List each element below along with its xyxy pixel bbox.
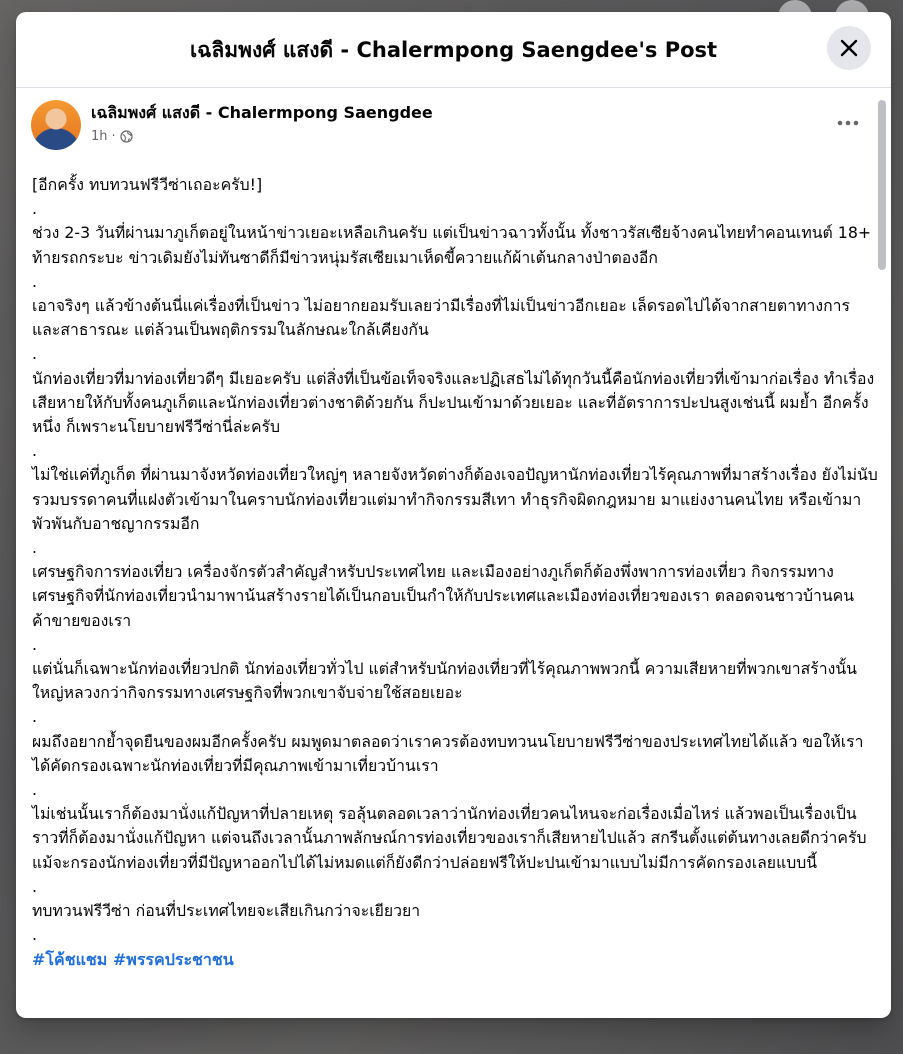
post-paragraph: ผมถึงอยากย้ำจุดยืนของผมอีกครั้งครับ ผมพูดมาตลอดว่าเราควรต้องทบทวนนโยบายฟรีวีซ่าของประเทศไทยได้แล้ว ขอให้เราได้คัดกรองเฉพาะนักท่องเที่ยวที่มีคุณภาพเข้ามาเที่ยวบ้านเรา bbox=[32, 731, 864, 775]
post-paragraph: . bbox=[32, 925, 38, 945]
post-paragraph: . bbox=[32, 441, 38, 461]
scrollbar-thumb[interactable] bbox=[878, 100, 886, 270]
post-paragraph: ไม่ใช่แค่ที่ภูเก็ต ที่ผ่านมาจังหวัดท่องเที่ยวใหญ่ๆ หลายจังหวัดต่างก็ต้องเจอปัญหานักท่องเที่ยวไร้คุณภาพที่มาสร้างเรื่อง ยังไม่นับรวมบรรดาคนที่แฝงตัวเข้ามาในคราบนักท่องเที่ยวแต่มาทำกิจกรรมสีเทา ทำธุรกิจผิดกฎหมาย มาแย่งงานคนไทย หรือเข้ามาพัวพันกับอาชญากรรมอีก bbox=[32, 465, 878, 533]
globe-icon[interactable] bbox=[120, 130, 133, 143]
modal-header bbox=[16, 12, 891, 88]
post-paragraph: ทบทวนฟรีวีซ่า ก่อนที่ประเทศไทยจะเสียเกินกว่าจะเยียวยา￼ bbox=[32, 901, 421, 921]
close-icon bbox=[839, 38, 859, 58]
post-header bbox=[31, 100, 851, 156]
post-paragraph: ช่วง 2-3 วันที่ผ่านมาภูเก็ตอยู่ในหน้าข่าวเยอะเหลือเกินครับ แต่เป็นข่าวฉาวทั้งนั้น ทั้งชาวรัสเซียจ้างคนไทยทำคอนเทนต์ 18+ ท้ายรถกระบะ ข่าวเดิมยังไม่ทันซาดีก็มีข่าวหนุ่มรัสเซียเมาเห็ดขี้ควายแก้ผ้าเต้นกลางป่าตองอีก bbox=[32, 223, 877, 267]
post-paragraph: . bbox=[32, 780, 38, 800]
post-paragraph: เอาจริงๆ แล้วข้างต้นนี่แค่เรื่องที่เป็นข่าว ไม่อยากยอมรับเลยว่ามีเรื่องที่ไม่เป็นข่าวอีกเยอะ เล็ดรอดไปได้จากสายตาทางการและสาธารณะ แต่ล้วนเป็นพฤติกรรมในลักษณะใกล้เคียงกัน bbox=[32, 296, 850, 340]
post-paragraph: . bbox=[32, 634, 38, 654]
post-paragraph: . bbox=[32, 538, 38, 558]
post-paragraph: . bbox=[32, 344, 38, 364]
post-paragraph: แต่นั่นก็เฉพาะนักท่องเที่ยวปกติ นักท่องเที่ยวทั่วไป แต่สำหรับนักท่องเที่ยวที่ไร้คุณภาพพวกนี้ ความเสียหายที่พวกเขาสร้างนั้นใหญ่หลวงกว่ากิจกรรมทางเศรษฐกิจที่พวกเขาจับจ่ายใช้สอยเยอะ bbox=[32, 659, 857, 703]
meta-separator: · bbox=[111, 129, 116, 144]
post-paragraph: ไม่เช่นนั้นเราก็ต้องมานั่งแก้ปัญหาที่ปลายเหตุ รอลุ้นตลอดเวลาว่านักท่องเที่ยวคนไหนจะก่อเรื่องเมื่อไหร่ แล้วพอเป็นเรื่องเป็นราวที่ก็ต้องมานั่งแก้ปัญหา แต่จนถึงเวลานั้นภาพลักษณ์การท่องเที่ยวของเราก็เสียหายไปแล้ว สกรีนตั้งแต่ต้นทางเลยดีกว่าครับ แม้จะกรองนักท่องเที่ยวที่มีปัญหาออกไปได้ไม่หมดแต่ก็ยังดีกว่าปล่อยฟรีให้ปะปนเข้ามาแบบไม่มีการคัดกรองเลยแบบนี้ bbox=[32, 804, 872, 872]
post-paragraph: นักท่องเที่ยวที่มาท่องเที่ยวดีๆ มีเยอะครับ แต่สิ่งที่เป็นข้อเท็จจริงและปฏิเสธไม่ได้ทุกวันนี้คือนักท่องเที่ยวที่เข้ามาก่อเรื่อง ทำเรื่องเสียหายให้กับทั้งคนภูเก็ตและนักท่องเที่ยวต่างชาติด้วยกัน ก็ปะปนเข้ามาด้วยเยอะ และที่อัตราการปะปนสูงเช่นนี้ ผมย้ำ ￼อีกครั้งหนึ่ง ก็เพราะนโยบายฟรีวีซ่านี่ล่ะครับ bbox=[32, 368, 875, 437]
modal-title: เฉลิมพงศ์ แสงดี - Chalermpong Saengdee's Post bbox=[189, 38, 718, 62]
post-scroll-area[interactable] bbox=[16, 88, 891, 1018]
post-text bbox=[32, 173, 878, 948]
post-paragraph: . bbox=[32, 876, 38, 896]
post-paragraph: [อีกครั้ง ทบทวนฟรีวีซ่าเถอะครับ!] bbox=[32, 175, 263, 194]
hashtag-link[interactable]: #โค้ชแชม bbox=[32, 949, 108, 969]
post-meta bbox=[91, 129, 133, 144]
avatar[interactable] bbox=[31, 100, 81, 150]
more-options-icon bbox=[837, 120, 859, 126]
post-paragraph: เศรษฐกิจการท่องเที่ยว เครื่องจักรตัวสำคัญสำหรับประเทศไทย และเมืองอย่างภูเก็ตก็ต้องพึ่งพาการท่องเที่ยว กิจกรรมทางเศรษฐกิจที่นักท่องเที่ยวนำมาพาน้นสร้างรายได้เป็นกอบเป็นกำให้กับประเทศและเมืองท่องเที่ยวของเรา ตลอดจนชาวบ้านคนค้าขายของเรา bbox=[32, 562, 855, 630]
author-name[interactable]: เฉลิมพงศ์ แสงดี - Chalermpong Saengdee bbox=[91, 103, 433, 122]
close-button[interactable] bbox=[827, 26, 871, 70]
post-time[interactable]: 1h bbox=[91, 129, 108, 144]
post-paragraph: . bbox=[32, 199, 38, 219]
post-modal bbox=[16, 12, 891, 1018]
post-body bbox=[32, 173, 878, 972]
hashtags bbox=[32, 948, 878, 972]
hashtag-link[interactable]: #พรรคประชาชน bbox=[112, 949, 234, 969]
post-paragraph: . bbox=[32, 271, 38, 291]
post-paragraph: . bbox=[32, 707, 38, 727]
more-options-button[interactable] bbox=[830, 105, 866, 141]
